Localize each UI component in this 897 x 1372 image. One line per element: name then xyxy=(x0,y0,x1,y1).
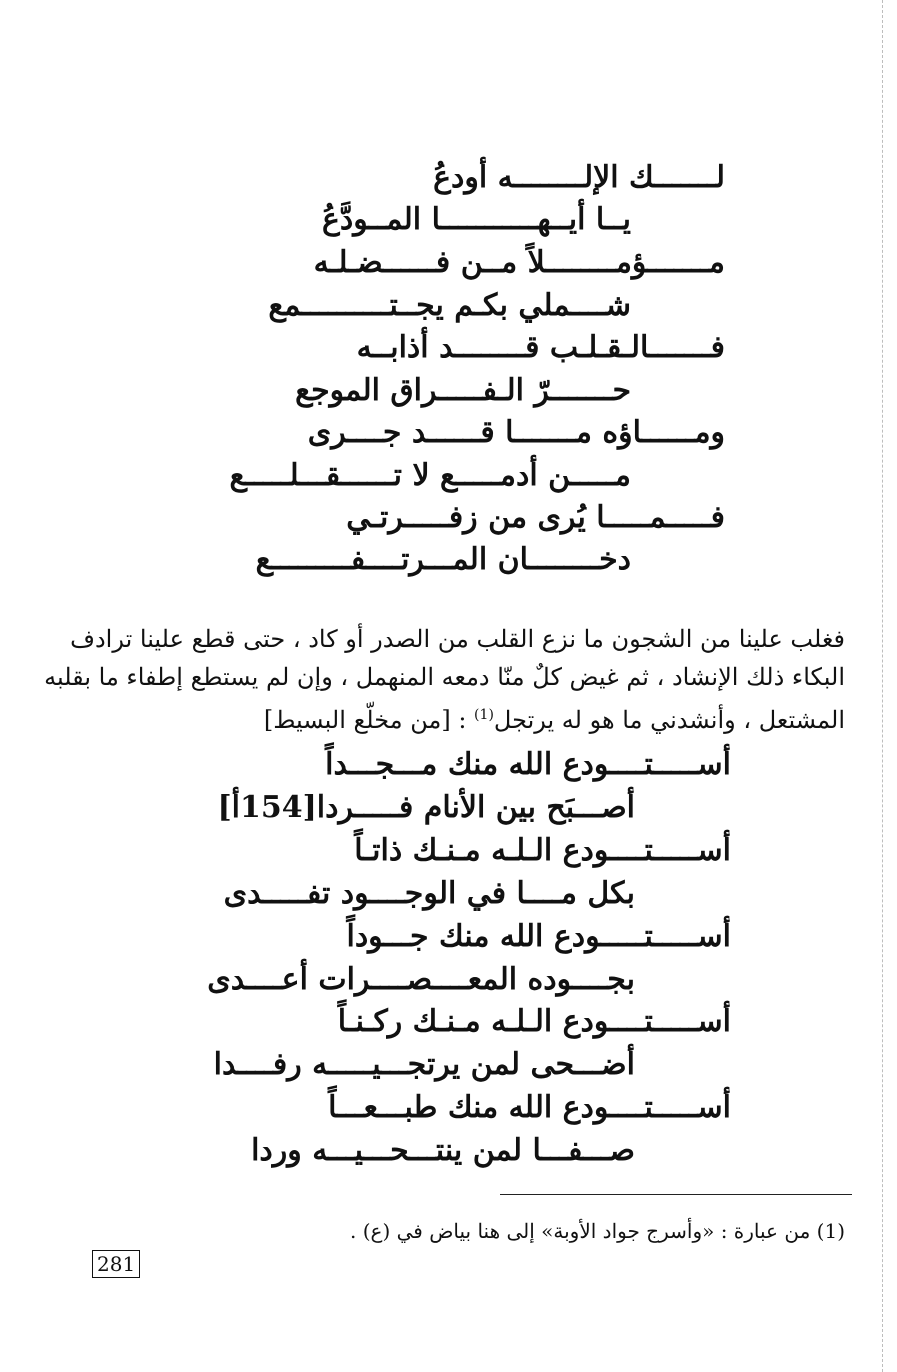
poem-one-line: يــا أيــهـــــــــــا المــودَّعُ xyxy=(321,202,631,237)
poem-one-line: شــــملي بكـم يجــتــــــــــمع xyxy=(268,288,631,323)
poem-one-line: فـــــمـــــا يُرى من زفـــــرتـي xyxy=(346,500,725,535)
poem-one-line: دخــــــــان المـــرتــــفـــــــــع xyxy=(255,542,631,577)
poem-one-line: فـــــــالـقـلـب قــــــــد أذابــه xyxy=(356,330,725,365)
poem-one-line: لـــــــك الإلــــــــه أودعُ xyxy=(433,160,725,195)
poem-one-line: حـــــــرّ الـفـــــراق الموجع xyxy=(295,373,631,408)
poem-two-line: أضـــحى لمن يرتجـــيـــــه رفــــدا xyxy=(213,1047,635,1082)
poem-one-line: مـــــــؤمــــــــلاً مــن فــــــضـلـه xyxy=(313,245,725,280)
page-edge-line xyxy=(882,0,883,1372)
paragraph-text: المشتعل ، وأنشدني ما هو له يرتجل xyxy=(493,706,845,734)
footnote-marker: (1) xyxy=(474,707,494,723)
poem-one-line: ومــــــاؤه مـــــــا قــــــد جــــرى xyxy=(307,415,725,450)
meter-label: : [من مخلّع البسيط] xyxy=(263,706,467,734)
poem-one-line: مـــــن أدمـــــع لا تــــــقـــلـــــع xyxy=(229,458,631,493)
poem-two-line: أســـــتــــودع الـلـه مـنـك ركـنـاً xyxy=(337,1004,731,1039)
poem-two-line: صـــفـــا لمن ينتـــحـــيـــه وردا xyxy=(251,1133,635,1168)
page-number: 281 xyxy=(92,1250,140,1278)
poem-two-line: بكل مــــا في الوجــــود تفـــــدى xyxy=(223,876,635,911)
paragraph-line xyxy=(264,698,845,732)
poem-two-line: أســـــتــــودع الـلـه مـنـك ذاتـاً xyxy=(354,833,731,868)
footnote-divider xyxy=(500,1194,852,1195)
poem-two-line: بجــــوده المعــــصــــرات أعــــدى xyxy=(207,962,635,997)
poem-two-line: أســـــتـــــودع الله منك جـــوداً xyxy=(346,919,731,954)
footnote: (1) من عبارة : «وأسرج جواد الأوبة» إلى هنا بياض في (ع) . xyxy=(350,1219,845,1243)
paragraph-line: البكاء ذلك الإنشاد ، ثم غيض كلٌ منّا دمعه المنهمل ، وإن لم يستطع إطفاء ما بقلبه xyxy=(44,663,845,691)
poem-two-line: أســـــتــــودع الله منك مـــجـــداً xyxy=(325,747,731,782)
poem-two-line: أصـــبَح بين الأنام فـــــردا[154أ] xyxy=(217,790,635,825)
paragraph-line: فغلب علينا من الشجون ما نزع القلب من الصدر أو كاد ، حتى قطع علينا ترادف xyxy=(70,625,845,653)
poem-two-line: أســـــتــــودع الله منك طبـــعـــاً xyxy=(328,1090,731,1125)
